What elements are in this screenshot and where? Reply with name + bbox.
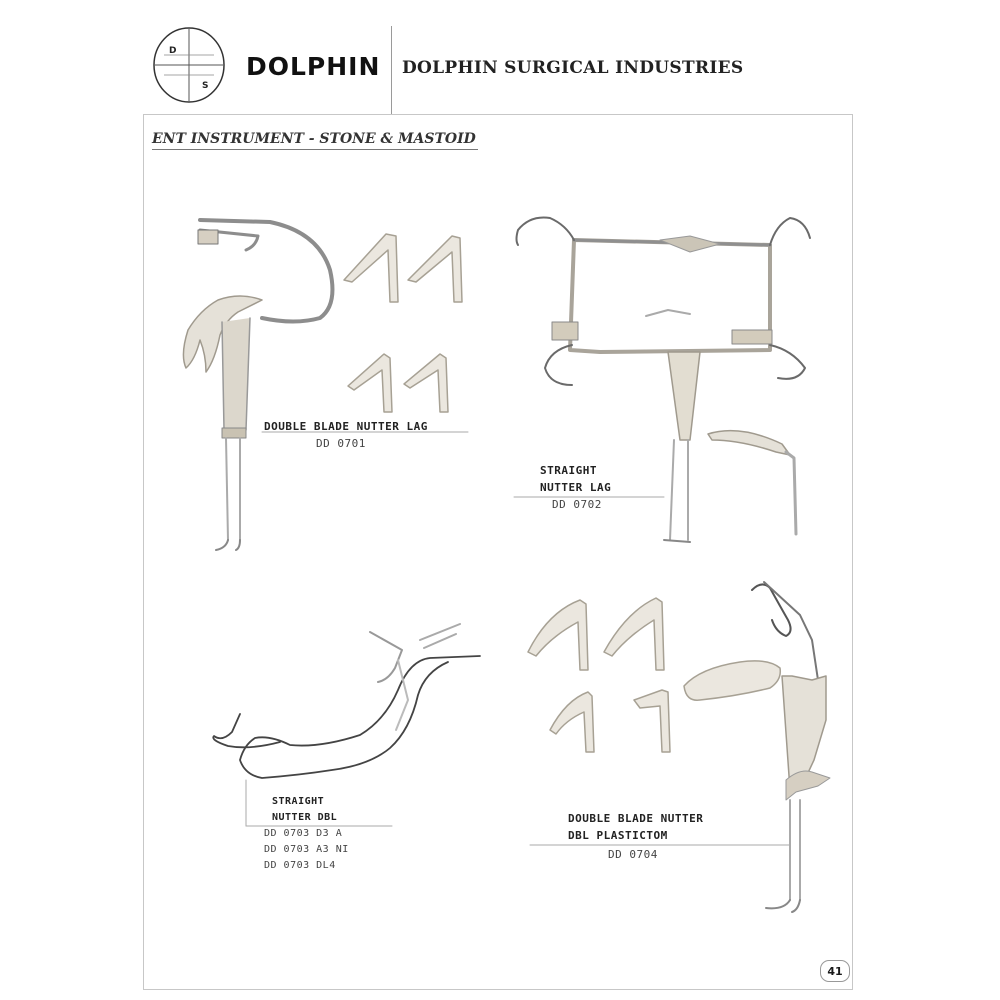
instrument-3-code-2: DD 0703 A3 NI bbox=[264, 844, 349, 855]
instrument-3-caption bbox=[264, 794, 349, 874]
logo-letter-bottom: S bbox=[202, 81, 209, 91]
instrument-3-code-3: DD 0703 DL4 bbox=[264, 860, 336, 871]
instrument-4-code: DD 0704 bbox=[608, 848, 658, 861]
instrument-4-caption bbox=[568, 810, 703, 863]
instrument-2-name: STRAIGHT bbox=[540, 464, 597, 477]
company-name: DOLPHIN SURGICAL INDUSTRIES bbox=[402, 58, 744, 78]
instrument-2-name-2: NUTTER LAG bbox=[540, 481, 612, 494]
instrument-1-blades bbox=[344, 234, 462, 412]
section-title: ENT INSTRUMENT - STONE & MASTOID bbox=[152, 131, 476, 147]
instrument-3-code-1: DD 0703 D3 A bbox=[264, 828, 343, 839]
instrument-1-illustration bbox=[183, 220, 332, 550]
logo-letter-top: D bbox=[169, 46, 177, 56]
instrument-4-illustration bbox=[684, 582, 830, 912]
instrument-2-caption bbox=[540, 462, 611, 513]
instrument-4-blades bbox=[528, 598, 670, 752]
instrument-3-illustration bbox=[213, 624, 480, 778]
brand-name: DOLPHIN bbox=[246, 52, 381, 81]
instrument-3-name-2: NUTTER DBL bbox=[272, 812, 338, 823]
instrument-2-code: DD 0702 bbox=[552, 498, 602, 511]
page-number: 41 bbox=[820, 960, 850, 982]
instrument-1-caption bbox=[264, 418, 428, 452]
instrument-1-code: DD 0701 bbox=[316, 437, 366, 450]
instrument-3-name: STRAIGHT bbox=[272, 796, 325, 807]
instrument-4-name: DOUBLE BLADE NUTTER bbox=[568, 812, 704, 825]
instrument-4-name-2: DBL PLASTICTOM bbox=[568, 829, 668, 842]
instrument-1-name: DOUBLE BLADE NUTTER LAG bbox=[264, 420, 428, 433]
